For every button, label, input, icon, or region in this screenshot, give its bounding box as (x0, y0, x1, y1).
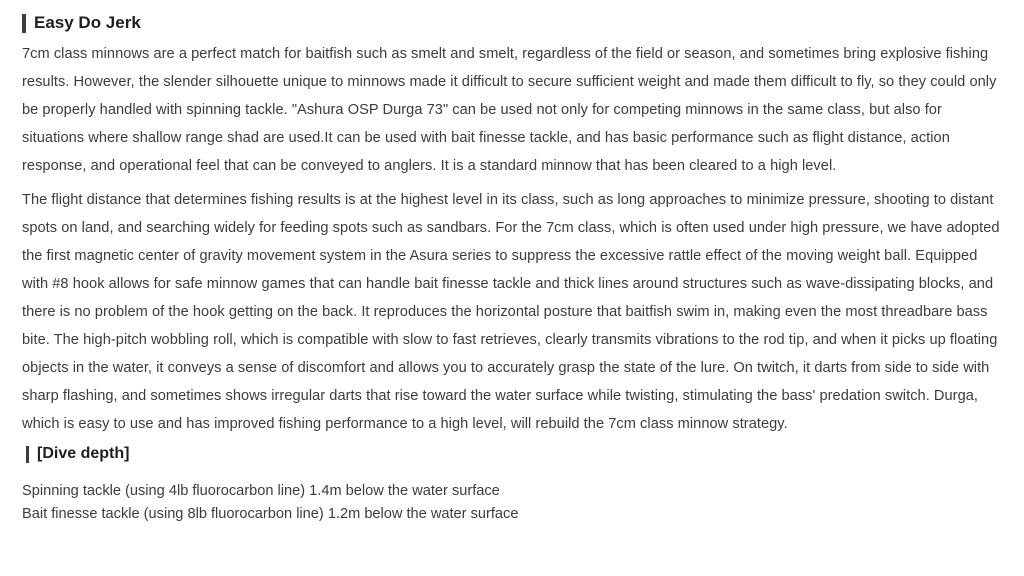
dive-depth-line-2: Bait finesse tackle (using 8lb fluorocarbon line) 1.2m below the water surface (22, 506, 519, 522)
page-title-label: Easy Do Jerk (34, 13, 141, 32)
dive-depth-heading (26, 438, 1002, 466)
paragraph-2: The flight distance that determines fishing results is at the highest level in its class, such as long approaches to minimize pressure, shooting to distant spots on land, and searching widely for feeding spots such as sandbars. For the 7cm class, which is often used under high pressure, we have adopted the first magnetic center of gravity movement system in the Asura series to suppress the excessive rattle effect of the moving weight ball. Equipped with #8 hook allows for safe minnow games that can handle bait finesse tackle and thick lines around structures such as wave-dissipating blocks, and there is no problem of the hook getting on the back. It reproduces the horizontal posture that baitfish swim in, making even the most threadbare bass bite. The high-pitch wobbling roll, which is compatible with slow to fast retrieves, clearly transmits vibrations to the rod tip, and when it picks up floating objects in the water, it conveys a sense of discomfort and allows you to accurately grasp the state of the lure. On twitch, it darts from side to side with sharp flashing, and sometimes shows irregular darts that rise toward the water surface while twisting, stimulating the bass' predation switch. Durga, which is easy to use and has improved fishing performance to a high level, will rebuild the 7cm class minnow strategy. (22, 192, 1000, 432)
spacer (22, 466, 1002, 480)
subheading-accent-bar (26, 446, 29, 463)
paragraph-1: 7cm class minnows are a perfect match for baitfish such as smelt and smelt, regardless of the field or season, and sometimes bring explosive fishing results. However, the slender silhouette unique to minnows made it difficult to secure sufficient weight and made them difficult to fly, so they could only be properly handled with spinning tackle. "Ashura OSP Durga 73" can be used not only for competing minnows in the same class, but also for situations where shallow range shad are used.It can be used with bait finesse tackle, and has basic performance such as flight distance, action response, and operational feel that can be conveyed to anglers. It is a standard minnow that has been cleared to a high level. (22, 46, 997, 174)
page-title (22, 8, 1002, 40)
title-accent-bar (22, 14, 26, 33)
dive-depth-list (22, 480, 1002, 526)
dive-depth-heading-label: [Dive depth] (37, 445, 130, 462)
dive-depth-line-1: Spinning tackle (using 4lb fluorocarbon line) 1.4m below the water surface (22, 483, 500, 499)
